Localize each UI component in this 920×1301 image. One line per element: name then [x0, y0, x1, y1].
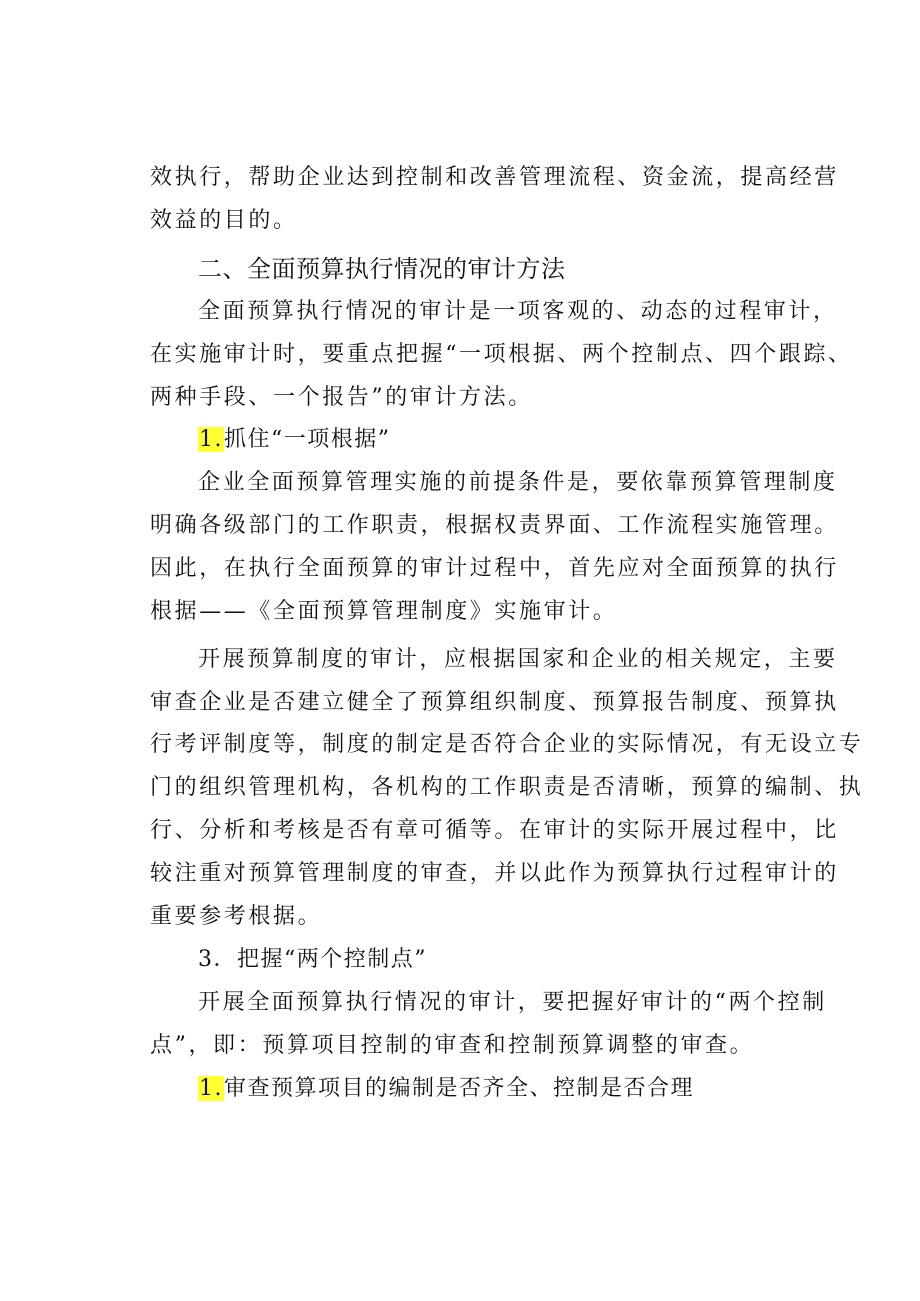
- paragraph-line: 企业全面预算管理实施的前提条件是，要依靠预算管理制度: [198, 470, 838, 495]
- paragraph-line: 开展预算制度的审计，应根据国家和企业的相关规定，主要: [198, 647, 838, 672]
- paragraph-line: 较注重对预算管理制度的审查，并以此作为预算执行过程审计的: [150, 861, 839, 886]
- paragraph-line: 行、分析和考核是否有章可循等。在审计的实际开展过程中，比: [150, 818, 839, 843]
- paragraph-line: 因此，在执行全面预算的审计过程中，首先应对全面预算的执行: [150, 556, 839, 581]
- paragraph-line: 行考评制度等，制度的制定是否符合企业的实际情况，有无设立专: [150, 732, 864, 757]
- paragraph-line: 两种手段、一个报告”的审计方法。: [150, 385, 533, 410]
- paragraph-line: 明确各级部门的工作职责，根据权责界面、工作流程实施管理。: [150, 513, 839, 538]
- paragraph-line: 点”，即：预算项目控制的审查和控制预算调整的审查。: [150, 1033, 755, 1058]
- paragraph-line: 根据——《全面预算管理制度》实施审计。: [150, 599, 618, 624]
- list-marker-highlight: 1.: [199, 427, 223, 452]
- list-marker-highlight: 1.: [199, 1076, 223, 1101]
- paragraph-line: 门的组织管理机构，各机构的工作职责是否清晰，预算的编制、执: [150, 775, 864, 800]
- paragraph-line: 全面预算执行情况的审计是一项客观的、动态的过程审计，: [198, 299, 838, 324]
- subheading-1: [198, 425, 848, 455]
- paragraph-line: 效执行，帮助企业达到控制和改善管理流程、资金流，提高经营: [150, 165, 839, 190]
- subheading-text: 抓住“一项根据”: [224, 427, 391, 452]
- paragraph-line: 重要参考根据。: [150, 904, 323, 929]
- subheading-item: [198, 1074, 848, 1104]
- subheading-text: 审查预算项目的编制是否齐全、控制是否合理: [224, 1076, 695, 1101]
- paragraph-line: 在实施审计时，要重点把握“一项根据、两个控制点、四个跟踪、: [150, 342, 853, 367]
- section-heading: 二、全面预算执行情况的审计方法: [198, 255, 566, 283]
- paragraph-line: 审查企业是否建立健全了预算组织制度、预算报告制度、预算执: [150, 690, 839, 715]
- paragraph-line: 效益的目的。: [150, 208, 298, 233]
- subheading-3: 3．把握“两个控制点”: [198, 947, 427, 972]
- paragraph-line: 开展全面预算执行情况的审计，要把握好审计的“两个控制: [198, 990, 827, 1015]
